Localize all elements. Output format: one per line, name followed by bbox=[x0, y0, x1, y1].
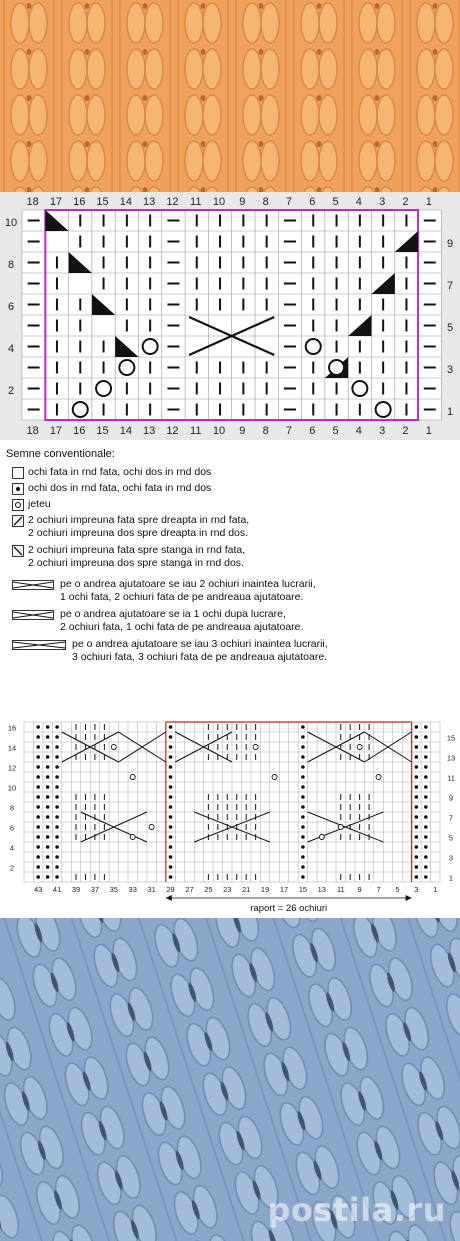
row-number: 4 bbox=[9, 843, 15, 853]
purl-dot bbox=[301, 835, 305, 839]
purl-dot bbox=[415, 825, 419, 829]
purl-dot bbox=[424, 775, 428, 779]
row-number: 15 bbox=[446, 733, 456, 743]
purl-dot bbox=[169, 745, 173, 749]
column-number: 43 bbox=[34, 885, 43, 894]
column-number: 12 bbox=[166, 425, 179, 437]
legend-text: ochi dos in rnd fata, ochi fata in rnd dos bbox=[28, 482, 212, 494]
column-number: 1 bbox=[433, 885, 438, 894]
purl-dot bbox=[169, 795, 173, 799]
purl-dot bbox=[169, 755, 173, 759]
purl-dot bbox=[424, 825, 428, 829]
purl-dot bbox=[46, 735, 50, 739]
row-number: 2 bbox=[7, 384, 15, 397]
column-number: 15 bbox=[96, 425, 109, 437]
purl-dot bbox=[36, 755, 40, 759]
purl-dot bbox=[415, 735, 419, 739]
column-number: 41 bbox=[52, 885, 62, 894]
raport-arrowhead bbox=[166, 895, 172, 901]
purl-dot bbox=[46, 865, 50, 869]
purl-dot bbox=[301, 855, 305, 859]
purl-dot bbox=[415, 745, 419, 749]
purl-dot bbox=[169, 805, 173, 809]
right-slant-icon bbox=[12, 515, 24, 527]
column-number: 11 bbox=[190, 196, 202, 208]
purl-dot bbox=[169, 835, 173, 839]
purl-dot bbox=[415, 855, 419, 859]
purl-dot bbox=[46, 835, 50, 839]
purl-dot bbox=[36, 855, 40, 859]
purl-dot bbox=[36, 875, 40, 879]
decrease-triangle bbox=[372, 273, 395, 294]
row-number: 9 bbox=[446, 237, 454, 250]
row-number: 4 bbox=[7, 342, 15, 355]
yarn-over-circle bbox=[130, 775, 135, 780]
purl-dot bbox=[55, 795, 59, 799]
row-number: 5 bbox=[446, 321, 454, 334]
yarn-over-circle bbox=[73, 402, 88, 417]
column-number: 15 bbox=[96, 196, 109, 208]
purl-dot bbox=[424, 875, 428, 879]
column-number: 4 bbox=[355, 196, 362, 208]
row-number: 11 bbox=[447, 773, 455, 783]
cable-cross-right-icon bbox=[12, 610, 54, 620]
row-number: 6 bbox=[7, 300, 15, 313]
left-slant-icon bbox=[12, 545, 24, 557]
row-number: 12 bbox=[7, 763, 17, 773]
raport-label: raport = 26 ochiuri bbox=[250, 903, 328, 914]
column-number: 1 bbox=[425, 196, 432, 208]
yarn-over-circle bbox=[352, 381, 367, 396]
column-number: 14 bbox=[119, 196, 132, 208]
purl-dot bbox=[301, 725, 305, 729]
row-number: 7 bbox=[448, 813, 454, 823]
purl-dot bbox=[36, 765, 40, 769]
column-number: 7 bbox=[285, 425, 293, 437]
purl-dot bbox=[46, 725, 50, 729]
yarn-over-circle bbox=[130, 835, 135, 840]
yarn-over-circle bbox=[376, 402, 391, 417]
chart-small-svg bbox=[0, 192, 460, 440]
purl-dot bbox=[301, 815, 305, 819]
purl-dot bbox=[55, 805, 59, 809]
yarn-over-circle bbox=[376, 775, 381, 780]
purl-dot bbox=[55, 735, 59, 739]
column-number: 16 bbox=[73, 425, 86, 437]
purl-dot bbox=[424, 795, 428, 799]
decrease-triangle bbox=[348, 315, 371, 336]
legend bbox=[0, 440, 460, 695]
legend-cable-2 bbox=[12, 608, 303, 634]
purl-dot bbox=[169, 845, 173, 849]
purl-dot bbox=[424, 815, 428, 819]
purl-dot bbox=[301, 825, 305, 829]
row-number: 1 bbox=[448, 873, 454, 883]
purl-dot bbox=[46, 745, 50, 749]
row-number: 8 bbox=[7, 258, 15, 271]
legend-cable-1 bbox=[12, 578, 316, 604]
column-number: 3 bbox=[379, 196, 386, 208]
purl-dot bbox=[55, 725, 59, 729]
column-number: 25 bbox=[204, 885, 213, 894]
decrease-triangle bbox=[115, 336, 138, 357]
decrease-triangle bbox=[395, 231, 418, 252]
purl-dot bbox=[46, 795, 50, 799]
purl-dot bbox=[46, 785, 50, 789]
column-number: 31 bbox=[147, 885, 156, 894]
row-number: 14 bbox=[7, 743, 17, 753]
purl-dot bbox=[301, 795, 305, 799]
purl-dot bbox=[424, 735, 428, 739]
purl-dot bbox=[415, 875, 419, 879]
column-number: 7 bbox=[376, 885, 381, 894]
purl-dot bbox=[46, 855, 50, 859]
purl-dot bbox=[424, 805, 428, 809]
purl-dot bbox=[55, 835, 59, 839]
purl-dot bbox=[301, 785, 305, 789]
purl-dot bbox=[415, 765, 419, 769]
purl-dot bbox=[415, 865, 419, 869]
purl-dot bbox=[36, 815, 40, 819]
purl-dot bbox=[55, 765, 59, 769]
column-number: 17 bbox=[49, 196, 63, 208]
column-number: 10 bbox=[212, 425, 226, 437]
purl-dot bbox=[36, 795, 40, 799]
column-number: 33 bbox=[128, 885, 137, 894]
purl-dot bbox=[301, 745, 305, 749]
purl-dot bbox=[55, 855, 59, 859]
header-band bbox=[0, 192, 460, 210]
purl-dot bbox=[301, 765, 305, 769]
purl-dot bbox=[36, 745, 40, 749]
purl-dot bbox=[415, 795, 419, 799]
legend-item-knit bbox=[12, 466, 211, 479]
column-number: 19 bbox=[260, 885, 270, 894]
purl-dot bbox=[36, 735, 40, 739]
purl-dot bbox=[415, 835, 419, 839]
purl-dot bbox=[55, 825, 59, 829]
column-number: 39 bbox=[71, 885, 81, 894]
yarn-over-circle bbox=[149, 825, 154, 830]
yarn-over-circle bbox=[357, 745, 362, 750]
yarn-over-circle bbox=[143, 339, 158, 354]
purl-dot bbox=[424, 845, 428, 849]
purl-dot bbox=[55, 865, 59, 869]
column-number: 35 bbox=[109, 885, 118, 894]
purl-dot bbox=[169, 875, 173, 879]
legend-item-k2tog-right bbox=[12, 514, 249, 540]
column-number: 16 bbox=[73, 196, 86, 208]
legend-cable-3 bbox=[12, 638, 328, 664]
purl-dot bbox=[415, 815, 419, 819]
purl-dot bbox=[169, 815, 173, 819]
column-number: 3 bbox=[414, 885, 419, 894]
purl-dot bbox=[36, 835, 40, 839]
yarn-over-circle bbox=[253, 745, 258, 750]
purl-dot bbox=[46, 845, 50, 849]
yarn-over-circle bbox=[272, 775, 277, 780]
purl-dot bbox=[169, 865, 173, 869]
purl-dot bbox=[169, 725, 173, 729]
purl-dot bbox=[55, 845, 59, 849]
column-number: 2 bbox=[402, 196, 409, 208]
row-number: 5 bbox=[448, 833, 454, 843]
row-number: 7 bbox=[446, 279, 454, 292]
column-number: 8 bbox=[262, 425, 269, 437]
column-number: 5 bbox=[332, 425, 339, 437]
legend-text: 2 ochiuri impreuna fata spre stanga in rnd fata, 2 ochiuri impreuna dos spre stanga in rnd dos. bbox=[28, 544, 246, 569]
column-number: 27 bbox=[185, 885, 194, 894]
purl-dot bbox=[36, 725, 40, 729]
purl-dot bbox=[55, 775, 59, 779]
column-number: 29 bbox=[166, 885, 175, 894]
purl-dot bbox=[169, 735, 173, 739]
row-number: 16 bbox=[7, 723, 17, 733]
purl-dot bbox=[46, 805, 50, 809]
column-number: 3 bbox=[379, 425, 386, 437]
purl-dot bbox=[169, 855, 173, 859]
purl-dot bbox=[46, 875, 50, 879]
purl-dot bbox=[301, 875, 305, 879]
column-number: 8 bbox=[262, 196, 269, 208]
purl-dot bbox=[415, 755, 419, 759]
legend-title: Semne conventionale: bbox=[6, 448, 115, 460]
purl-dot bbox=[55, 755, 59, 759]
orange-knit-texture bbox=[0, 0, 460, 192]
column-number: 9 bbox=[357, 885, 362, 894]
purl-dot bbox=[424, 745, 428, 749]
legend-text: pe o andrea ajutatoare se iau 2 ochiuri inaintea lucrarii, 1 ochi fata, 2 ochiuri fata de pe andreaua ajutatoare. bbox=[60, 578, 316, 603]
column-number: 15 bbox=[298, 885, 308, 894]
column-number: 9 bbox=[239, 425, 246, 437]
blue-knit-photo bbox=[0, 918, 460, 1241]
purl-dot bbox=[36, 865, 40, 869]
decrease-triangle bbox=[45, 210, 68, 231]
purl-dot bbox=[415, 785, 419, 789]
purl-dot bbox=[424, 765, 428, 769]
column-number: 6 bbox=[309, 196, 316, 208]
column-number: 2 bbox=[402, 425, 409, 437]
legend-text: ochi fata in rnd fata, ochi dos in rnd dos bbox=[28, 466, 212, 478]
purl-dot bbox=[415, 725, 419, 729]
purl-dot bbox=[55, 815, 59, 819]
row-number: 2 bbox=[9, 863, 15, 873]
circle-square-icon bbox=[12, 499, 24, 511]
column-number: 12 bbox=[166, 196, 179, 208]
purl-dot bbox=[301, 865, 305, 869]
purl-dot bbox=[46, 815, 50, 819]
chart-large-svg bbox=[0, 712, 460, 917]
yarn-over-circle bbox=[96, 381, 111, 396]
purl-dot bbox=[46, 825, 50, 829]
purl-dot bbox=[46, 765, 50, 769]
purl-dot bbox=[301, 845, 305, 849]
column-number: 10 bbox=[212, 196, 226, 208]
watermark: postila.ru bbox=[267, 1191, 446, 1229]
purl-dot bbox=[36, 775, 40, 779]
purl-dot bbox=[301, 805, 305, 809]
purl-dot bbox=[415, 805, 419, 809]
purl-dot bbox=[169, 765, 173, 769]
purl-dot bbox=[301, 755, 305, 759]
decrease-triangle bbox=[69, 252, 92, 273]
column-number: 37 bbox=[90, 885, 100, 894]
yarn-over-circle bbox=[338, 825, 343, 830]
purl-dot bbox=[46, 755, 50, 759]
purl-dot bbox=[55, 875, 59, 879]
column-number: 13 bbox=[143, 196, 156, 208]
column-number: 9 bbox=[239, 196, 246, 208]
row-number: 10 bbox=[4, 216, 18, 229]
column-number: 13 bbox=[317, 885, 326, 894]
purl-dot bbox=[415, 845, 419, 849]
decrease-triangle bbox=[92, 294, 115, 315]
purl-dot bbox=[36, 785, 40, 789]
purl-dot bbox=[415, 775, 419, 779]
legend-item-k2tog-left bbox=[12, 544, 245, 570]
column-number: 17 bbox=[49, 425, 63, 437]
cable-cross-wide-icon bbox=[12, 640, 66, 650]
purl-dot bbox=[55, 785, 59, 789]
knitting-chart-small bbox=[0, 192, 460, 440]
dot-square-icon bbox=[12, 483, 24, 495]
purl-dot bbox=[169, 785, 173, 789]
column-number: 18 bbox=[26, 196, 39, 208]
legend-item-purl bbox=[12, 482, 211, 495]
purl-dot bbox=[424, 785, 428, 789]
column-number: 17 bbox=[279, 885, 289, 894]
knitting-chart-large bbox=[0, 712, 460, 917]
purl-dot bbox=[301, 775, 305, 779]
purl-dot bbox=[36, 805, 40, 809]
purl-dot bbox=[169, 825, 173, 829]
row-number: 3 bbox=[446, 363, 454, 376]
column-number: 11 bbox=[336, 885, 345, 894]
row-number: 9 bbox=[448, 793, 454, 803]
purl-dot bbox=[424, 725, 428, 729]
purl-dot bbox=[424, 835, 428, 839]
purl-dot bbox=[424, 865, 428, 869]
column-number: 5 bbox=[395, 885, 400, 894]
legend-text: jeteu bbox=[28, 498, 51, 510]
footer-band bbox=[0, 420, 460, 440]
column-number: 14 bbox=[119, 425, 132, 437]
purl-dot bbox=[46, 775, 50, 779]
column-number: 18 bbox=[26, 425, 39, 437]
column-number: 11 bbox=[190, 425, 202, 437]
row-number: 13 bbox=[446, 753, 456, 763]
purl-dot bbox=[36, 825, 40, 829]
column-number: 6 bbox=[309, 425, 316, 437]
row-number: 8 bbox=[9, 803, 15, 813]
purl-dot bbox=[424, 755, 428, 759]
column-number: 13 bbox=[143, 425, 156, 437]
purl-dot bbox=[301, 735, 305, 739]
row-number: 6 bbox=[9, 823, 15, 833]
column-number: 4 bbox=[355, 425, 362, 437]
legend-text: pe o andrea ajutatoare se iau 3 ochiuri inaintea lucrarii, 3 ochiuri fata, 3 ochiuri fata de pe andreaua ajutatoare. bbox=[72, 638, 328, 663]
column-number: 1 bbox=[425, 425, 432, 437]
row-number: 10 bbox=[7, 783, 17, 793]
raport-arrowhead bbox=[406, 895, 412, 901]
row-number: 1 bbox=[446, 405, 454, 418]
purl-dot bbox=[36, 845, 40, 849]
legend-text: pe o andrea ajutatoare se ia 1 ochi dupa lucrare, 2 ochiuri fata, 1 ochi fata de pe andreaua ajutatoare. bbox=[60, 608, 304, 633]
purl-dot bbox=[169, 775, 173, 779]
row-number: 3 bbox=[448, 853, 454, 863]
empty-square-icon bbox=[12, 467, 24, 479]
yarn-over-circle bbox=[119, 360, 134, 375]
yarn-over-circle bbox=[329, 360, 344, 375]
orange-knit-photo bbox=[0, 0, 460, 192]
purl-dot bbox=[424, 855, 428, 859]
column-number: 21 bbox=[242, 885, 251, 894]
yarn-over-circle bbox=[306, 339, 321, 354]
purl-dot bbox=[55, 745, 59, 749]
legend-item-yo bbox=[12, 498, 51, 511]
cable-cross-left-icon bbox=[12, 580, 54, 590]
yarn-over-circle bbox=[111, 745, 116, 750]
yarn-over-circle bbox=[319, 835, 324, 840]
column-number: 7 bbox=[285, 196, 293, 208]
column-number: 5 bbox=[332, 196, 339, 208]
column-number: 23 bbox=[223, 885, 232, 894]
legend-text: 2 ochiuri impreuna fata spre dreapta in rnd fata, 2 ochiuri impreuna dos spre dreapta in rnd dos. bbox=[28, 514, 250, 539]
